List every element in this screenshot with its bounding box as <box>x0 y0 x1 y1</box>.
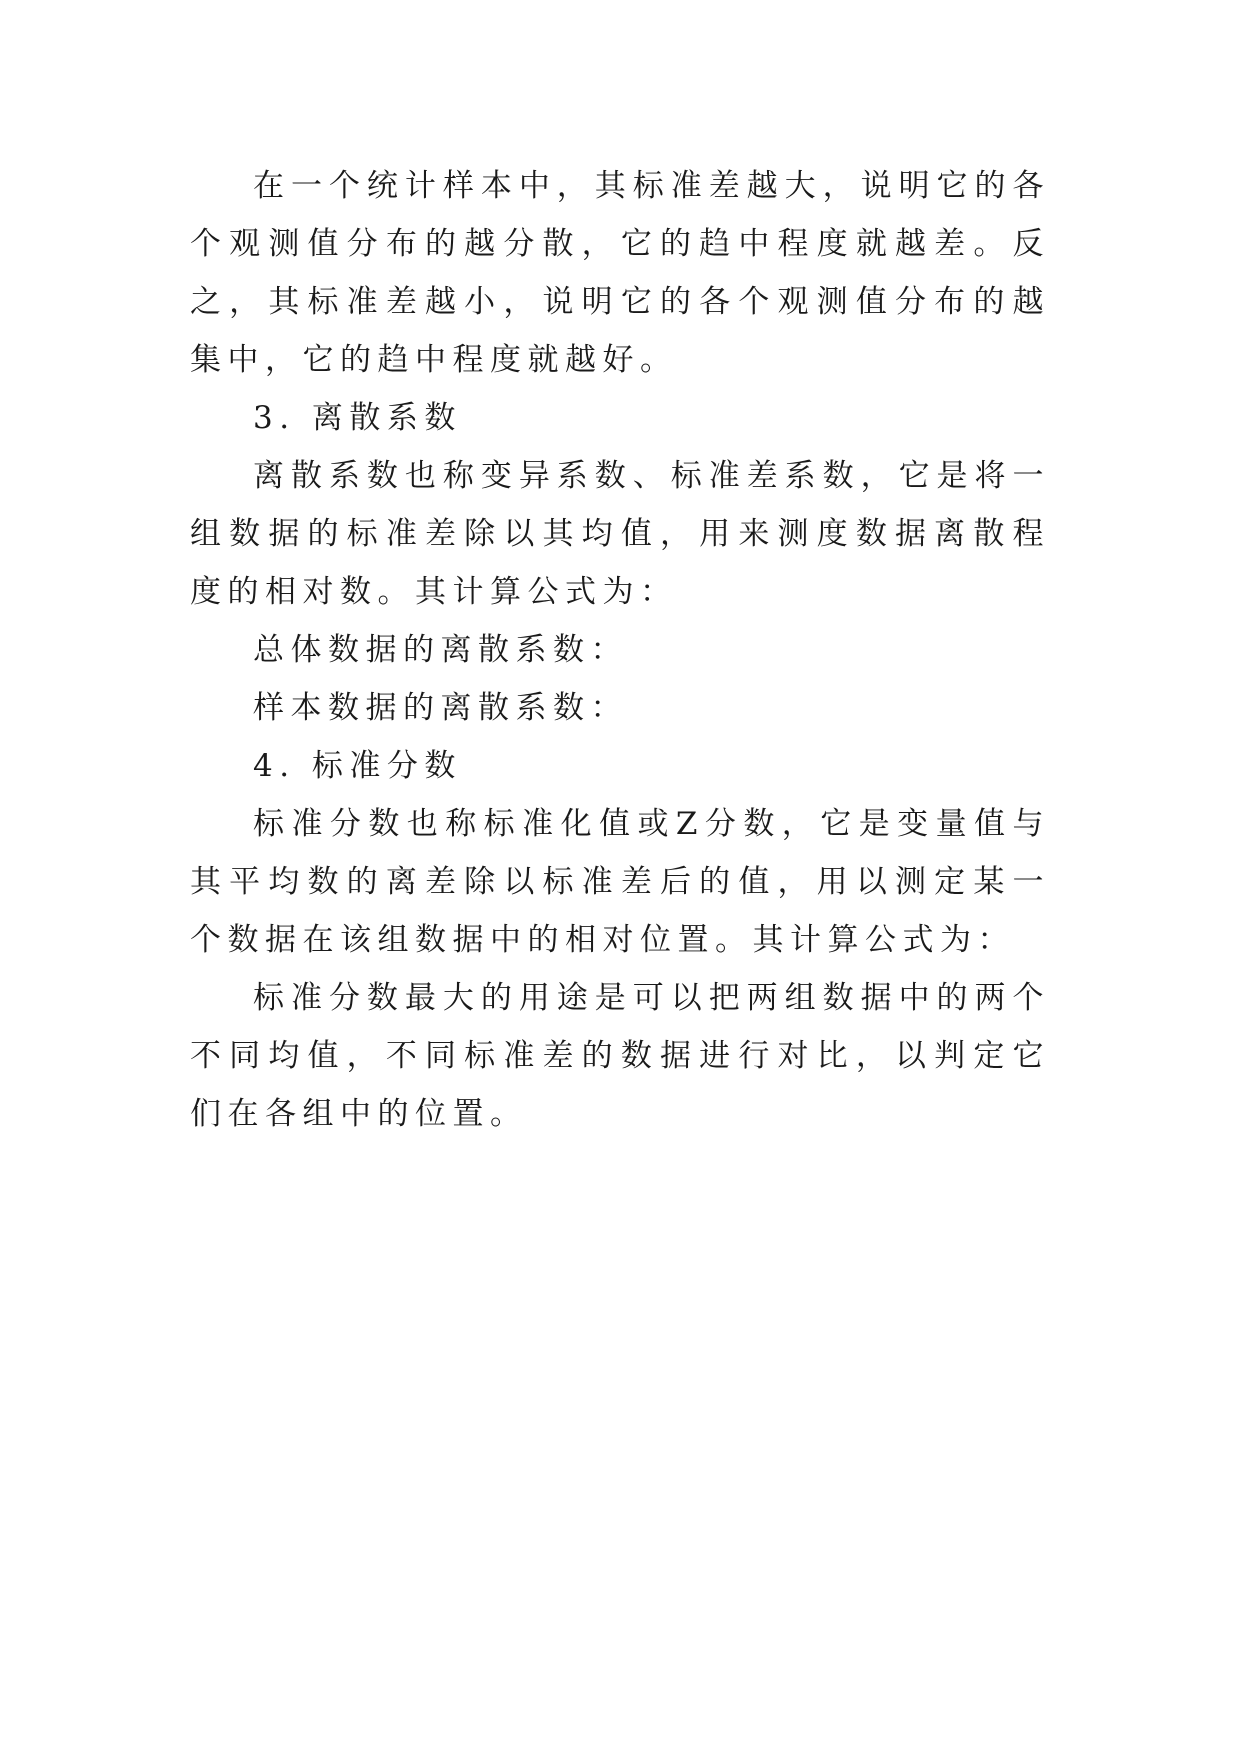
paragraph-coefficient-of-variation-definition: 离散系数也称变异系数、标准差系数，它是将一组数据的标准差除以其均值，用来测度数据离散程度的相对数。其计算公式为： <box>190 458 1050 610</box>
paragraph-standard-score-definition: 标准分数也称标准化值或Z分数，它是变量值与其平均数的离差除以标准差后的值，用以测定某一个数据在该组数据中的相对位置。其计算公式为： <box>190 806 1050 958</box>
heading-standard-score: 4. 标准分数 <box>253 748 462 784</box>
paragraph-standard-score-usage: 标准分数最大的用途是可以把两组数据中的两个不同均值，不同标准差的数据进行对比，以判定它们在各组中的位置。 <box>190 980 1050 1132</box>
paragraph-standard-deviation-interpretation: 在一个统计样本中，其标准差越大，说明它的各个观测值分布的越分散，它的趋中程度就越差。反之，其标准差越小，说明它的各个观测值分布的越集中，它的趋中程度就越好。 <box>190 168 1050 378</box>
label-sample-cv: 样本数据的离散系数： <box>253 690 628 726</box>
heading-coefficient-of-variation: 3. 离散系数 <box>253 400 462 436</box>
label-population-cv: 总体数据的离散系数： <box>253 632 628 668</box>
document-body <box>190 157 1050 1143</box>
